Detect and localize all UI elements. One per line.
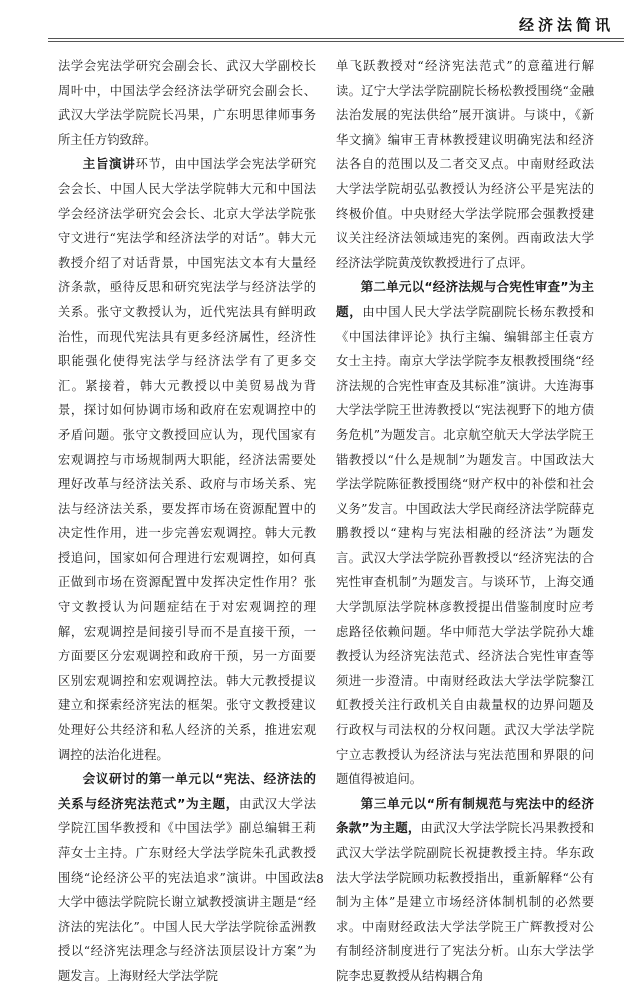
unit-two-text: 由中国人民大学法学院副院长杨东教授和《中国法律评论》执行主编、编辑部主任袁方女士主持。南京大学法学院李友根教授围绕“经济法规的合宪性审查及其标准”演讲。大连海事大学法学院王世涛教授以“宪法视野下的地方债务危机”为题发言。北京航空航天大学法学院王锴教授以“什么是规制”为题发言。中国政法大学法学院陈征教授围绕“财产权中的补偿和社会义务”发言。中国政法大学民商经济法学院薛克鹏教授以“建构与宪法相融的经济法”为题发言。武汉大学法学院孙晋教授以“经济宪法的合宪性审查机制”为题发言。与谈环节，上海交通大学凯原法学院林彦教授提出借鉴制度时应考虑路径依赖问题。华中师范大学法学院孙大雄教授认为经济宪法范式、经济法合宪性审查等须进一步澄清。中南财经政法大学法学院黎江虹教授关注行政机关自由裁量权的边界问题及行政权与司法权的分权问题。武汉大学法学院宁立志教授认为经济法与宪法范围和界限的问题值得被追问。 <box>336 304 594 787</box>
left-column <box>58 54 316 989</box>
header-rule-top <box>48 38 624 39</box>
right-paragraph-3 <box>336 792 594 989</box>
left-paragraph-2 <box>58 152 316 767</box>
left-paragraph-1: 法学会宪法学研究会副会长、武汉大学副校长周叶中，中国法学会经济法学研究会副会长、武汉大学法学院院长冯果，广东明思律师事务所主任方钧致辞。 <box>58 59 316 147</box>
header-rule-bottom <box>48 41 624 42</box>
unit-three-title: 第三单元以“所有制规范与宪法中的经济条款”为主题， <box>336 795 594 836</box>
unit-one-title: 会议研讨的第一单元以“宪法、经济法的关系与经济宪法范式”为主题， <box>58 771 316 811</box>
page-number: 8 <box>316 872 324 886</box>
unit-three-text: 由武汉大学法学院长冯果教授和武汉大学法学院副院长祝捷教授主持。华东政法大学法学院顾功耘教授指出，重新解释“公有制为主体”是建立市场经济体制机制的必然要求。中南财经政法大学法学院王广辉教授对公有制经济制度进行了宪法分析。山东大学法学院李忠夏教授从结构耦合角 <box>336 821 594 983</box>
keynote-lead: 主旨演讲 <box>82 156 136 172</box>
keynote-text: 环节，由中国法学会宪法学研究会会长、中国人民大学法学院韩大元和中国法学会经济法学研究会会长、北京大学法学院张守文进行“宪法学和经济法学的对话”。韩大元教授介绍了对话背景，中国宪法文本有大量经济条款，亟待反思和研究宪法学与经济法学的关系。张守文教授认为，近代宪法具有鲜明政治性，而现代宪法具有更多经济属性，经济性职能强化使得宪法学与经济法学有了更多交汇。紧接着，韩大元教授以中美贸易战为背景，探讨如何协调市场和政府在宏观调控中的矛盾问题。张守文教授回应认为，现代国家有宏观调控与市场规制两大职能，经济法需要处理好改革与经济法关系、政府与市场关系、宪法与经济法关系，要发挥市场在资源配置中的决定性作用，进一步完善宏观调控。韩大元教授追问，国家如何合理进行宏观调控，如何真正做到市场在资源配置中发挥决定性作用？张守文教授认为问题症结在于对宏观调控的理解，宏观调控是间接引导而不是直接干预，一方面要区分宏观调控和政府干预，另一方面要区别宏观调控和宏观调控法。韩大元教授提议建立和探索经济宪法的框架。张守文教授建议处理好公共经济和私人经济的关系，推进宏观调控的法治化进程。 <box>58 157 316 762</box>
unit-one-text: 由武汉大学法学院江国华教授和《中国法学》副总编辑王莉萍女士主持。广东财经大学法学院朱孔武教授围绕“论经济公平的宪法追求”演讲。中国政法大学中德法学院院长谢立斌教授演讲主题是“经济法的宪法化”。中国人民大学法学院徐孟洲教授以“经济宪法理念与经济法顶层设计方案”为题发言。上海财经大学法学院 <box>58 796 316 983</box>
right-column <box>336 54 594 989</box>
right-paragraph-2 <box>336 275 594 791</box>
right-paragraph-1: 单飞跃教授对“经济宪法范式”的意蕴进行解读。辽宁大学法学院副院长杨松教授围绕“金融法治发展的宪法供给”展开演讲。与谈中，《新华文摘》编审王青林教授建议明确宪法和经济法各自的范围以及二者交叉点。中南财经政法大学法学院胡弘弘教授认为经济公平是宪法的终极价值。中央财经大学法学院邢会强教授建议关注经济法领域违宪的案例。西南政法大学经济法学院黄茂钦教授进行了点评。 <box>336 59 594 270</box>
unit-two-title: 第二单元以“经济法规与合宪性审查”为主题， <box>336 279 594 319</box>
journal-title: 经济法简讯 <box>518 16 614 34</box>
